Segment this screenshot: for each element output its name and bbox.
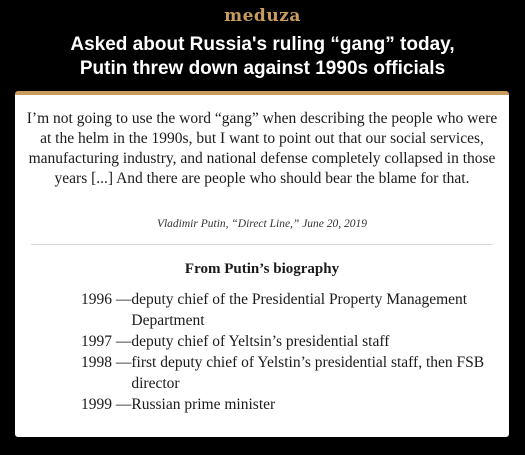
biography-year: 1998 — bbox=[81, 354, 132, 371]
biography-year: 1997 — bbox=[81, 333, 132, 350]
headline-line-2: Putin threw down against 1990s officials bbox=[79, 58, 446, 79]
quote-card bbox=[15, 91, 509, 437]
quote-attribution: Vladimir Putin, “Direct Line,” June 20, 2019 bbox=[156, 218, 368, 230]
biography-description: Russian prime minister bbox=[131, 396, 276, 413]
headline-line-1: Asked about Russia's ruling “gang” today, bbox=[70, 34, 455, 55]
biography-description: deputy chief of the Presidential Property Management Department bbox=[131, 291, 468, 329]
biography-description: deputy chief of Yeltsin’s presidential staff bbox=[131, 333, 390, 350]
biography-item bbox=[81, 289, 491, 331]
biography-title: From Putin’s biography bbox=[184, 261, 340, 277]
biography-year: 1999 — bbox=[81, 396, 132, 413]
meduza-logo: meduza bbox=[224, 6, 301, 26]
biography-list bbox=[81, 289, 491, 415]
divider bbox=[31, 244, 493, 245]
biography-item bbox=[81, 352, 491, 394]
quote-text: I’m not going to use the word “gang” when describing the people who were at the helm in the 1990s, but I want to point out that our social services, manufacturing industry, and national defense completely collapsed in those years [...] And there are people who should bear the blame for that. bbox=[26, 110, 498, 187]
biography-item bbox=[81, 394, 491, 415]
biography-year: 1996 — bbox=[81, 291, 132, 308]
biography-description: first deputy chief of Yelstin’s presidential staff, then FSB director bbox=[131, 354, 485, 392]
biography-item bbox=[81, 331, 491, 352]
headline bbox=[0, 33, 525, 81]
